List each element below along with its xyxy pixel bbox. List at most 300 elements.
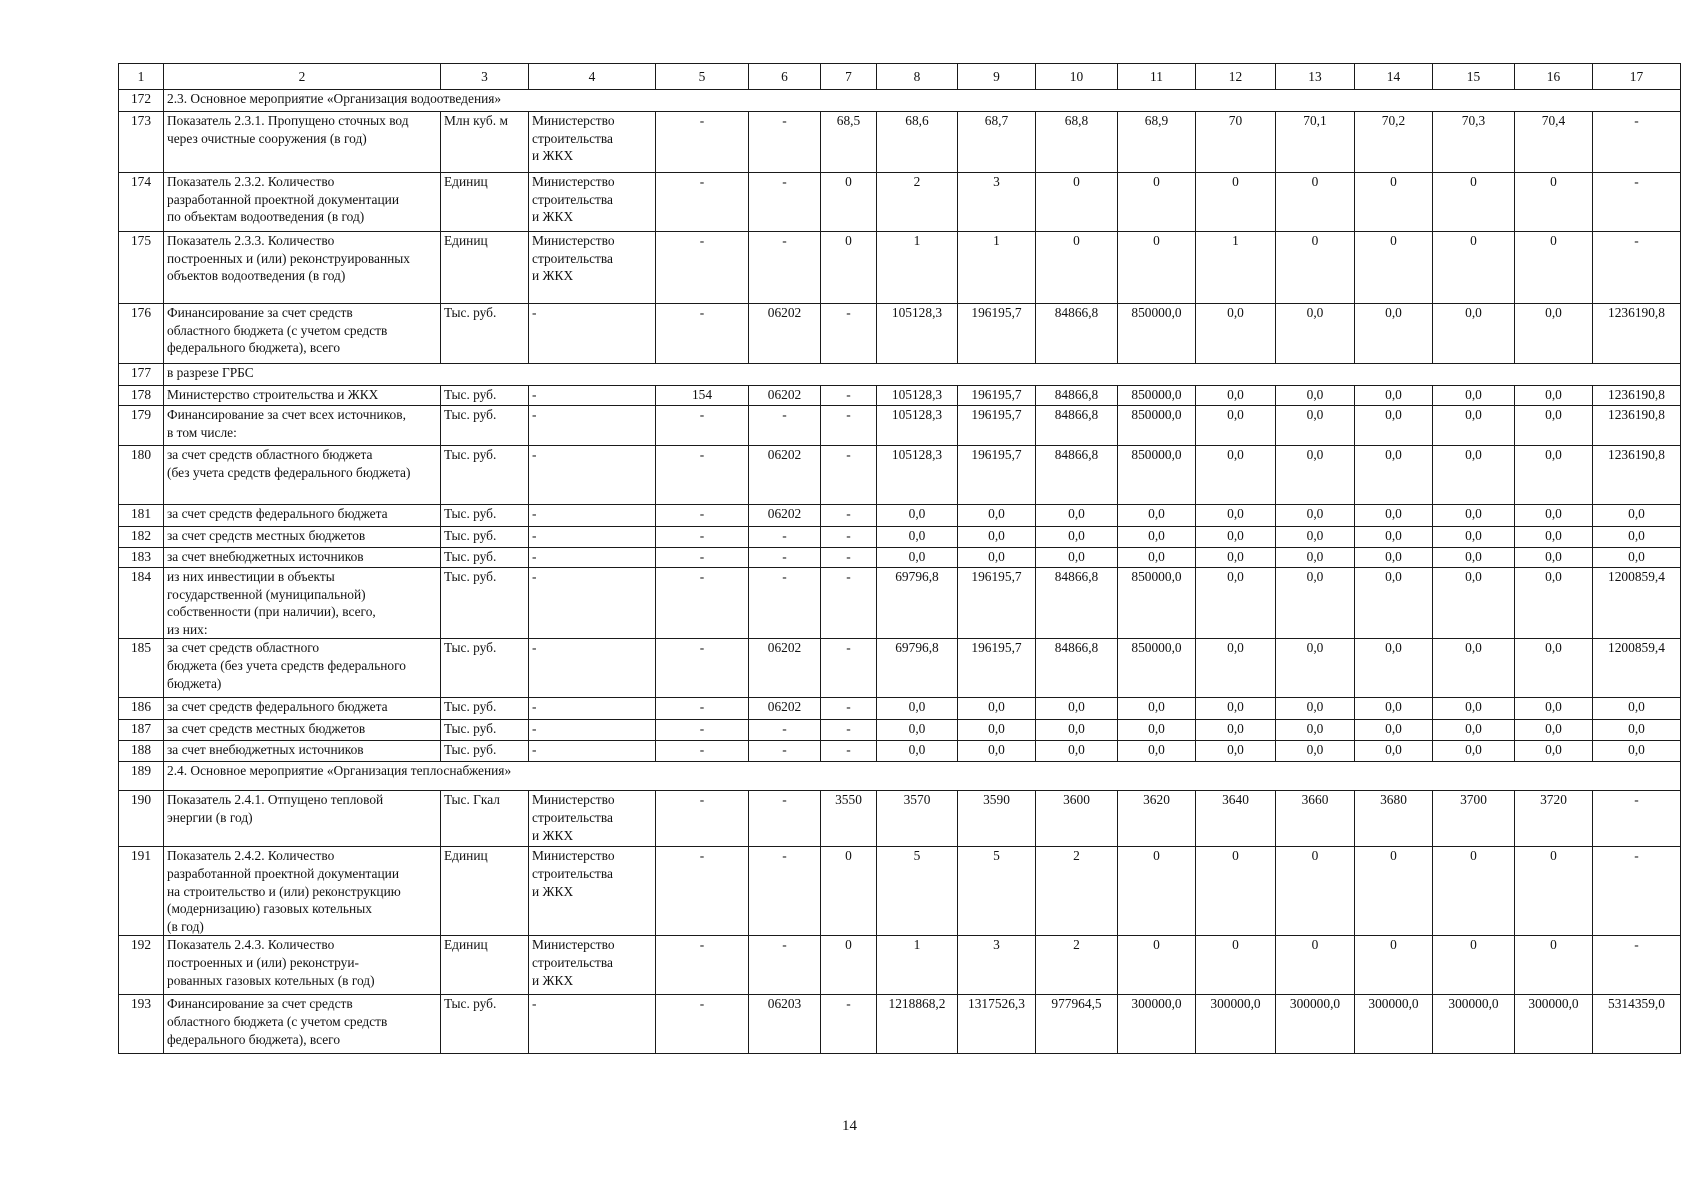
value-cell: 850000,0	[1118, 446, 1196, 505]
value-cell: 0,0	[1593, 741, 1681, 762]
value-cell: 06202	[749, 698, 821, 720]
value-cell: 1236190,8	[1593, 386, 1681, 406]
value-cell: -	[749, 791, 821, 847]
value-cell: 0,0	[1355, 548, 1433, 568]
header-cell: 9	[958, 64, 1036, 90]
value-cell: 0,0	[877, 741, 958, 762]
value-cell: 1	[958, 232, 1036, 304]
value-cell: 0	[1433, 232, 1515, 304]
unit-cell: Тыс. руб.	[441, 720, 529, 741]
value-cell: 06202	[749, 505, 821, 527]
header-cell: 13	[1276, 64, 1355, 90]
value-cell: 0,0	[1355, 304, 1433, 364]
value-cell: -	[656, 995, 749, 1054]
value-cell: -	[656, 173, 749, 232]
value-cell: 0	[821, 232, 877, 304]
value-cell: 300000,0	[1355, 995, 1433, 1054]
value-cell: 0,0	[1433, 505, 1515, 527]
value-cell: 0,0	[1515, 386, 1593, 406]
responsible-cell: -	[529, 568, 656, 639]
value-cell: 0,0	[1276, 741, 1355, 762]
header-cell: 12	[1196, 64, 1276, 90]
value-cell: 3550	[821, 791, 877, 847]
value-cell: -	[749, 112, 821, 173]
unit-cell: Тыс. руб.	[441, 446, 529, 505]
unit-cell: Тыс. руб.	[441, 386, 529, 406]
row-label: Финансирование за счет средств областного бюджета (с учетом средств федерального бюджета), всего	[164, 995, 441, 1054]
responsible-cell: -	[529, 995, 656, 1054]
table-row	[119, 527, 1681, 548]
value-cell: -	[656, 741, 749, 762]
value-cell: -	[821, 386, 877, 406]
value-cell: 3620	[1118, 791, 1196, 847]
value-cell: -	[656, 304, 749, 364]
value-cell: 0,0	[1433, 698, 1515, 720]
indicators-table	[118, 63, 1681, 1054]
row-number: 191	[119, 847, 164, 936]
value-cell: 0	[1433, 847, 1515, 936]
document-sheet	[118, 63, 1665, 1054]
value-cell: 0,0	[877, 698, 958, 720]
value-cell: -	[749, 568, 821, 639]
section-heading: 2.4. Основное мероприятие «Организация теплоснабжения»	[164, 762, 1681, 791]
value-cell: 0	[1276, 936, 1355, 995]
value-cell: 3	[958, 936, 1036, 995]
value-cell: 0	[1433, 173, 1515, 232]
row-label: за счет средств местных бюджетов	[164, 720, 441, 741]
value-cell: 0	[1196, 847, 1276, 936]
unit-cell: Тыс. руб.	[441, 741, 529, 762]
value-cell: 0,0	[1196, 548, 1276, 568]
value-cell: 0,0	[1276, 720, 1355, 741]
header-cell: 1	[119, 64, 164, 90]
table-row	[119, 386, 1681, 406]
responsible-cell: Министерство строительства и ЖКХ	[529, 173, 656, 232]
header-cell: 17	[1593, 64, 1681, 90]
value-cell: 0,0	[1118, 698, 1196, 720]
table-row	[119, 446, 1681, 505]
value-cell: 1200859,4	[1593, 639, 1681, 698]
value-cell: 196195,7	[958, 304, 1036, 364]
table-row	[119, 568, 1681, 639]
value-cell: 0	[1118, 847, 1196, 936]
table-row	[119, 791, 1681, 847]
header-cell: 15	[1433, 64, 1515, 90]
value-cell: 0	[1515, 173, 1593, 232]
value-cell: 0,0	[1593, 527, 1681, 548]
value-cell: 0,0	[958, 548, 1036, 568]
value-cell: 0	[1196, 173, 1276, 232]
table-row	[119, 548, 1681, 568]
table-row	[119, 364, 1681, 386]
responsible-cell: -	[529, 406, 656, 446]
row-number: 181	[119, 505, 164, 527]
value-cell: 196195,7	[958, 639, 1036, 698]
value-cell: 0	[1276, 173, 1355, 232]
responsible-cell: -	[529, 698, 656, 720]
value-cell: -	[749, 548, 821, 568]
table-row	[119, 639, 1681, 698]
unit-cell: Тыс. руб.	[441, 639, 529, 698]
value-cell: -	[749, 720, 821, 741]
value-cell: 68,8	[1036, 112, 1118, 173]
value-cell: 5	[958, 847, 1036, 936]
table-row	[119, 762, 1681, 791]
value-cell: 300000,0	[1276, 995, 1355, 1054]
value-cell: 0,0	[1433, 386, 1515, 406]
table-row	[119, 995, 1681, 1054]
value-cell: 300000,0	[1118, 995, 1196, 1054]
value-cell: -	[656, 639, 749, 698]
unit-cell: Тыс. руб.	[441, 304, 529, 364]
value-cell: -	[749, 406, 821, 446]
header-cell: 7	[821, 64, 877, 90]
value-cell: 154	[656, 386, 749, 406]
value-cell: 84866,8	[1036, 446, 1118, 505]
row-number: 182	[119, 527, 164, 548]
value-cell: 3660	[1276, 791, 1355, 847]
row-label: Показатель 2.4.1. Отпущено тепловой энергии (в год)	[164, 791, 441, 847]
value-cell: 300000,0	[1196, 995, 1276, 1054]
table-row	[119, 698, 1681, 720]
value-cell: 0,0	[958, 527, 1036, 548]
value-cell: 06202	[749, 386, 821, 406]
value-cell: 0	[821, 173, 877, 232]
row-number: 187	[119, 720, 164, 741]
row-label: Финансирование за счет средств областного бюджета (с учетом средств федерального бюджета), всего	[164, 304, 441, 364]
value-cell: 0,0	[1515, 639, 1593, 698]
value-cell: 1317526,3	[958, 995, 1036, 1054]
value-cell: 0,0	[1196, 698, 1276, 720]
value-cell: 0	[1355, 232, 1433, 304]
value-cell: 0	[1515, 936, 1593, 995]
value-cell: 0,0	[1118, 741, 1196, 762]
responsible-cell: -	[529, 720, 656, 741]
value-cell: 0,0	[1593, 720, 1681, 741]
value-cell: 0,0	[1118, 548, 1196, 568]
value-cell: -	[1593, 112, 1681, 173]
section-heading: в разрезе ГРБС	[164, 364, 1681, 386]
table-body	[119, 64, 1681, 1054]
header-row	[119, 64, 1681, 90]
row-label: за счет средств федерального бюджета	[164, 505, 441, 527]
unit-cell: Тыс. руб.	[441, 406, 529, 446]
value-cell: 0,0	[1355, 568, 1433, 639]
value-cell: 0,0	[1196, 741, 1276, 762]
row-number: 193	[119, 995, 164, 1054]
value-cell: 0,0	[1355, 527, 1433, 548]
value-cell: 0,0	[1118, 527, 1196, 548]
value-cell: 977964,5	[1036, 995, 1118, 1054]
table-row	[119, 936, 1681, 995]
row-number: 185	[119, 639, 164, 698]
value-cell: 0,0	[1355, 446, 1433, 505]
value-cell: 1236190,8	[1593, 304, 1681, 364]
row-number: 176	[119, 304, 164, 364]
header-cell: 14	[1355, 64, 1433, 90]
header-cell: 4	[529, 64, 656, 90]
value-cell: 70,4	[1515, 112, 1593, 173]
responsible-cell: Министерство строительства и ЖКХ	[529, 936, 656, 995]
value-cell: 3570	[877, 791, 958, 847]
value-cell: 0	[1118, 232, 1196, 304]
value-cell: 0,0	[1433, 548, 1515, 568]
value-cell: 0,0	[1276, 639, 1355, 698]
row-number: 183	[119, 548, 164, 568]
value-cell: -	[749, 173, 821, 232]
value-cell: 1218868,2	[877, 995, 958, 1054]
header-cell: 11	[1118, 64, 1196, 90]
unit-cell: Тыс. руб.	[441, 548, 529, 568]
row-label: за счет внебюджетных источников	[164, 741, 441, 762]
value-cell: 0,0	[1196, 720, 1276, 741]
unit-cell: Тыс. руб.	[441, 527, 529, 548]
row-label: Показатель 2.3.1. Пропущено сточных вод через очистные сооружения (в год)	[164, 112, 441, 173]
value-cell: 850000,0	[1118, 406, 1196, 446]
value-cell: 0,0	[1355, 698, 1433, 720]
unit-cell: Единиц	[441, 936, 529, 995]
value-cell: -	[821, 639, 877, 698]
value-cell: 06203	[749, 995, 821, 1054]
responsible-cell: Министерство строительства и ЖКХ	[529, 112, 656, 173]
value-cell: 2	[1036, 936, 1118, 995]
value-cell: -	[1593, 232, 1681, 304]
value-cell: -	[656, 505, 749, 527]
value-cell: -	[1593, 791, 1681, 847]
value-cell: 850000,0	[1118, 568, 1196, 639]
value-cell: 0,0	[1036, 741, 1118, 762]
value-cell: 0,0	[1196, 386, 1276, 406]
value-cell: 3680	[1355, 791, 1433, 847]
value-cell: 3720	[1515, 791, 1593, 847]
row-number: 173	[119, 112, 164, 173]
value-cell: 06202	[749, 639, 821, 698]
value-cell: -	[749, 847, 821, 936]
responsible-cell: -	[529, 527, 656, 548]
row-label: Министерство строительства и ЖКХ	[164, 386, 441, 406]
value-cell: 0,0	[1355, 741, 1433, 762]
value-cell: -	[821, 406, 877, 446]
value-cell: 0	[1276, 232, 1355, 304]
value-cell: -	[821, 741, 877, 762]
value-cell: 196195,7	[958, 386, 1036, 406]
row-number: 186	[119, 698, 164, 720]
table-row	[119, 232, 1681, 304]
table-row	[119, 304, 1681, 364]
row-number: 174	[119, 173, 164, 232]
row-number: 179	[119, 406, 164, 446]
value-cell: 0,0	[1196, 639, 1276, 698]
value-cell: 0,0	[1515, 698, 1593, 720]
value-cell: 0,0	[1355, 406, 1433, 446]
value-cell: 300000,0	[1515, 995, 1593, 1054]
value-cell: 0,0	[1355, 720, 1433, 741]
header-cell: 5	[656, 64, 749, 90]
value-cell: 0	[1355, 936, 1433, 995]
value-cell: 196195,7	[958, 568, 1036, 639]
value-cell: 0	[1196, 936, 1276, 995]
value-cell: 1	[877, 936, 958, 995]
value-cell: -	[821, 505, 877, 527]
unit-cell: Единиц	[441, 847, 529, 936]
responsible-cell: Министерство строительства и ЖКХ	[529, 791, 656, 847]
value-cell: -	[821, 720, 877, 741]
value-cell: 70	[1196, 112, 1276, 173]
responsible-cell: -	[529, 386, 656, 406]
value-cell: 0,0	[1433, 741, 1515, 762]
value-cell: 0,0	[958, 741, 1036, 762]
responsible-cell: -	[529, 639, 656, 698]
value-cell: 196195,7	[958, 406, 1036, 446]
row-label: за счет средств местных бюджетов	[164, 527, 441, 548]
value-cell: 0,0	[1433, 720, 1515, 741]
value-cell: -	[749, 741, 821, 762]
value-cell: 0	[1118, 173, 1196, 232]
value-cell: 0,0	[958, 698, 1036, 720]
row-number: 177	[119, 364, 164, 386]
value-cell: 0,0	[1355, 639, 1433, 698]
value-cell: 850000,0	[1118, 304, 1196, 364]
value-cell: 1200859,4	[1593, 568, 1681, 639]
value-cell: 0,0	[1118, 720, 1196, 741]
value-cell: 105128,3	[877, 406, 958, 446]
unit-cell: Тыс. руб.	[441, 568, 529, 639]
value-cell: 2	[877, 173, 958, 232]
value-cell: 0,0	[1515, 568, 1593, 639]
row-number: 178	[119, 386, 164, 406]
value-cell: 2	[1036, 847, 1118, 936]
unit-cell: Единиц	[441, 232, 529, 304]
value-cell: 0,0	[1515, 446, 1593, 505]
value-cell: 70,1	[1276, 112, 1355, 173]
value-cell: 0,0	[1276, 548, 1355, 568]
value-cell: 1	[1196, 232, 1276, 304]
value-cell: -	[656, 406, 749, 446]
value-cell: -	[656, 698, 749, 720]
unit-cell: Тыс. руб.	[441, 505, 529, 527]
value-cell: 0,0	[958, 720, 1036, 741]
value-cell: 0,0	[1355, 386, 1433, 406]
value-cell: 84866,8	[1036, 568, 1118, 639]
unit-cell: Тыс. руб.	[441, 698, 529, 720]
value-cell: 0,0	[1515, 406, 1593, 446]
row-label: за счет средств областного бюджета (без учета средств федерального бюджета)	[164, 639, 441, 698]
value-cell: 0,0	[1036, 527, 1118, 548]
responsible-cell: -	[529, 741, 656, 762]
table-row	[119, 173, 1681, 232]
value-cell: 0,0	[1515, 548, 1593, 568]
header-cell: 8	[877, 64, 958, 90]
value-cell: 3600	[1036, 791, 1118, 847]
value-cell: 0,0	[1276, 698, 1355, 720]
value-cell: -	[749, 527, 821, 548]
table-row	[119, 847, 1681, 936]
value-cell: 70,2	[1355, 112, 1433, 173]
value-cell: -	[656, 847, 749, 936]
value-cell: 0,0	[1355, 505, 1433, 527]
responsible-cell: -	[529, 446, 656, 505]
value-cell: 0,0	[1433, 406, 1515, 446]
value-cell: 0,0	[1036, 720, 1118, 741]
value-cell: -	[821, 446, 877, 505]
value-cell: -	[656, 232, 749, 304]
value-cell: 0,0	[1276, 304, 1355, 364]
row-label: за счет средств областного бюджета (без учета средств федерального бюджета)	[164, 446, 441, 505]
row-number: 189	[119, 762, 164, 791]
value-cell: -	[656, 936, 749, 995]
responsible-cell: Министерство строительства и ЖКХ	[529, 232, 656, 304]
value-cell: -	[1593, 936, 1681, 995]
value-cell: 105128,3	[877, 446, 958, 505]
value-cell: -	[656, 791, 749, 847]
value-cell: 84866,8	[1036, 386, 1118, 406]
row-label: за счет внебюджетных источников	[164, 548, 441, 568]
value-cell: 0,0	[1036, 505, 1118, 527]
row-number: 188	[119, 741, 164, 762]
value-cell: 0,0	[877, 720, 958, 741]
row-number: 180	[119, 446, 164, 505]
value-cell: -	[1593, 847, 1681, 936]
value-cell: 68,7	[958, 112, 1036, 173]
row-label: Показатель 2.3.3. Количество построенных и (или) реконструированных объектов водоотведения (в год)	[164, 232, 441, 304]
value-cell: -	[749, 232, 821, 304]
unit-cell: Тыс. руб.	[441, 995, 529, 1054]
value-cell: 0,0	[1276, 446, 1355, 505]
value-cell: 0,0	[1196, 505, 1276, 527]
value-cell: 0,0	[1433, 446, 1515, 505]
value-cell: -	[656, 527, 749, 548]
value-cell: 0,0	[877, 527, 958, 548]
header-cell: 10	[1036, 64, 1118, 90]
table-row	[119, 741, 1681, 762]
value-cell: 1	[877, 232, 958, 304]
value-cell: 0,0	[958, 505, 1036, 527]
value-cell: -	[656, 568, 749, 639]
unit-cell: Единиц	[441, 173, 529, 232]
value-cell: 0	[821, 936, 877, 995]
value-cell: 0,0	[877, 505, 958, 527]
value-cell: 0,0	[1593, 505, 1681, 527]
value-cell: 0	[1515, 847, 1593, 936]
value-cell: -	[821, 995, 877, 1054]
row-number: 172	[119, 90, 164, 112]
value-cell: 0	[1036, 173, 1118, 232]
value-cell: 0,0	[1196, 406, 1276, 446]
unit-cell: Млн куб. м	[441, 112, 529, 173]
value-cell: -	[821, 568, 877, 639]
responsible-cell: -	[529, 548, 656, 568]
value-cell: 0,0	[1433, 304, 1515, 364]
value-cell: -	[821, 304, 877, 364]
value-cell: -	[656, 720, 749, 741]
value-cell: 196195,7	[958, 446, 1036, 505]
row-number: 184	[119, 568, 164, 639]
value-cell: 850000,0	[1118, 639, 1196, 698]
value-cell: 0	[821, 847, 877, 936]
row-number: 192	[119, 936, 164, 995]
value-cell: 105128,3	[877, 386, 958, 406]
value-cell: 0,0	[1196, 527, 1276, 548]
value-cell: 84866,8	[1036, 304, 1118, 364]
header-cell: 3	[441, 64, 529, 90]
value-cell: 0,0	[1515, 720, 1593, 741]
value-cell: 3640	[1196, 791, 1276, 847]
value-cell: -	[749, 936, 821, 995]
value-cell: 3	[958, 173, 1036, 232]
value-cell: 0	[1036, 232, 1118, 304]
value-cell: 06202	[749, 304, 821, 364]
value-cell: 1236190,8	[1593, 446, 1681, 505]
